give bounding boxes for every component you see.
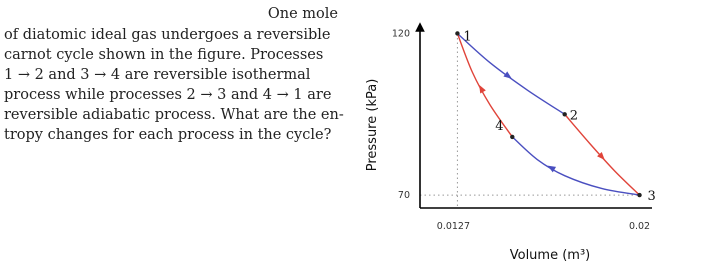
state-point-2 [562,112,566,116]
curve-layer [457,33,639,195]
state-label-1: 1 [463,29,472,45]
process-curve-adiabatic [457,33,512,136]
x-tick-label: 0.02 [628,221,651,232]
problem-line: carnot cycle shown in the figure. Processes [4,47,324,63]
state-point-4 [510,135,514,139]
problem-line: reversible adiabatic process. What are the en- [4,107,344,123]
pv-diagram [345,0,720,268]
tick-layer [392,28,650,232]
state-point-3 [637,193,641,197]
problem-line: process while processes 2 → 3 and 4 → 1 are [4,87,332,103]
problem-line: tropy changes for each process in the cycle? [4,127,332,143]
process-curve-isothermal [512,137,639,195]
state-point-1 [455,31,459,35]
grid-layer [420,33,640,208]
state-label-3: 3 [647,189,656,205]
point-layer [455,29,656,204]
problem-header: One mole [267,6,338,22]
x-axis-title: Volume (m³) [509,248,591,263]
problem-line: 1 → 2 and 3 → 4 are reversible isothermal [4,67,311,83]
problem-text [0,0,345,268]
x-tick-label: 0.0127 [436,221,471,232]
problem-line: of diatomic ideal gas undergoes a reversible [4,27,331,43]
y-tick-label: 120 [391,28,410,40]
y-axis-title: Pressure (kPa) [365,78,380,172]
state-label-4: 4 [495,118,504,134]
y-tick-label: 70 [397,190,410,202]
state-label-2: 2 [569,108,578,124]
